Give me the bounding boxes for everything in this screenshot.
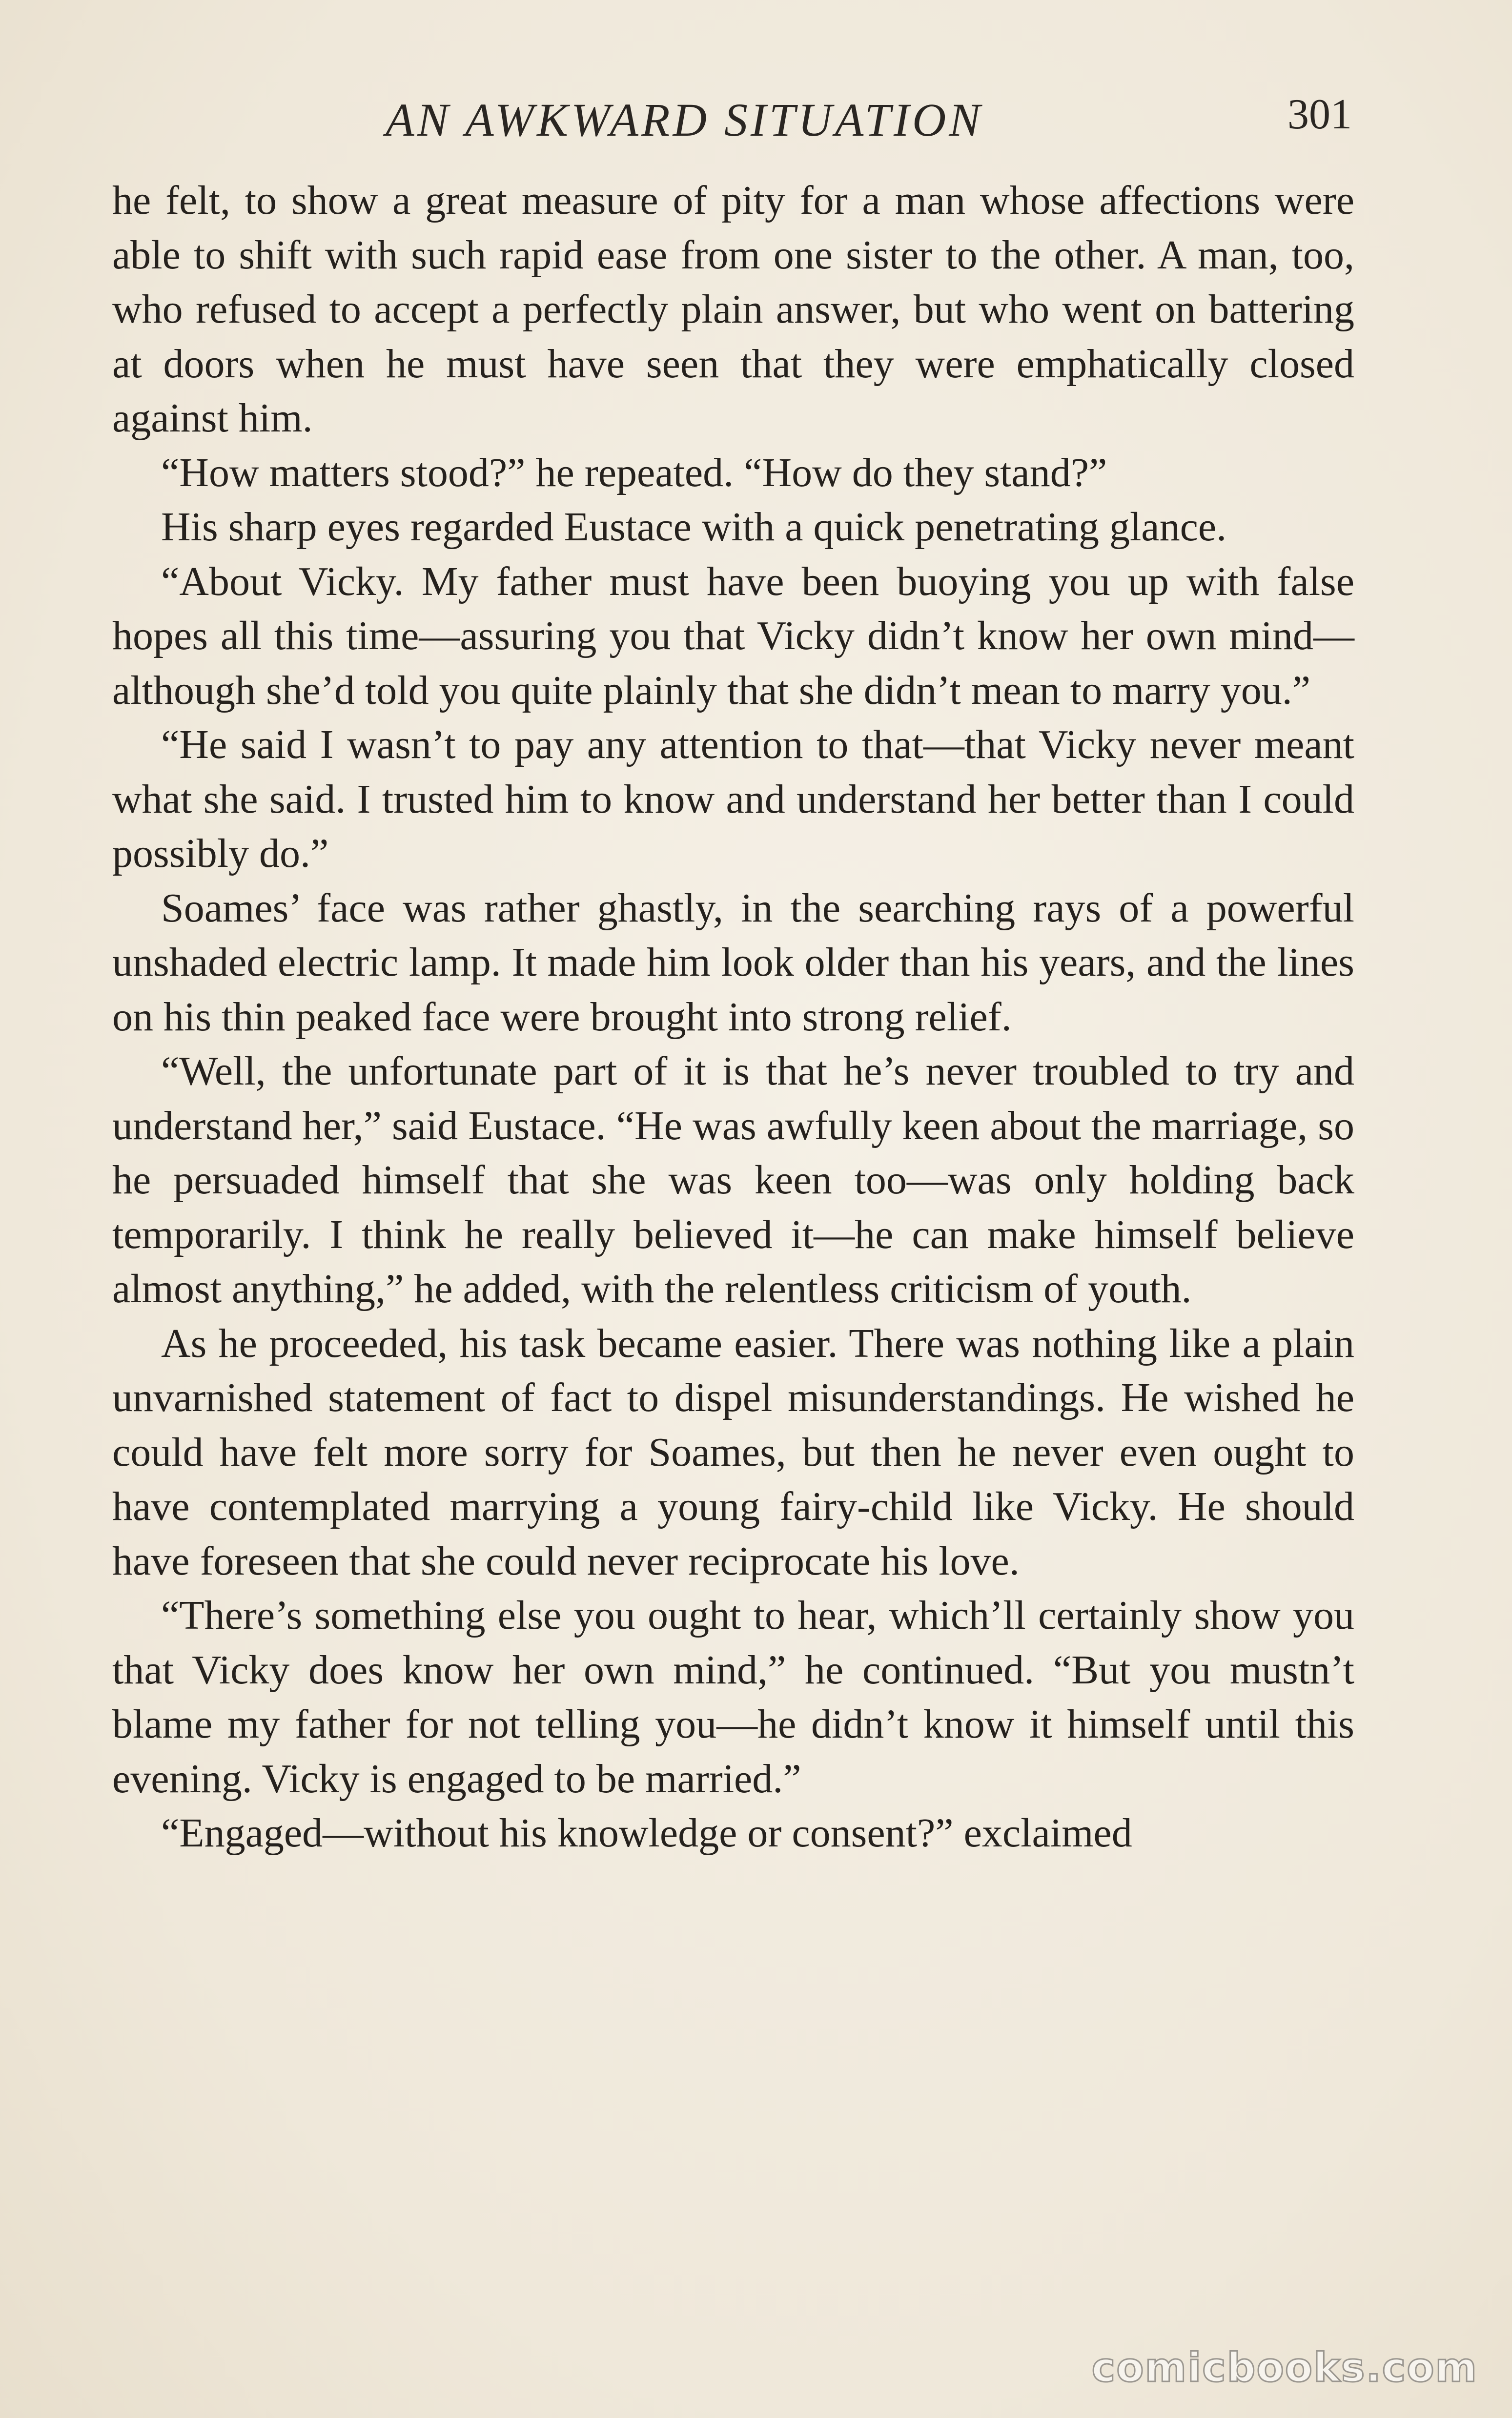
paragraph: “How matters stood?” he repeated. “How do they stand?” xyxy=(161,450,1107,495)
paragraph: “Well, the unfortunate part of it is that he’s never troubled to try and understand her,” said Eustace. “He was awfully keen about the marriage, so he persuaded himself that she was keen too—was only holding back temporarily. I think he really believed it—he can make himself believe almost anything,” he added, with the relentless criticism of youth. xyxy=(112,1048,1354,1311)
running-head: AN AWKWARD SITUATION xyxy=(386,94,983,146)
paragraph: “About Vicky. My father must have been buoying you up with false hopes all this time—assuring you that Vicky didn’t know her own mind—although she’d told you quite plainly that she didn’t mean to marry you.” xyxy=(112,558,1354,713)
body-text xyxy=(112,173,1354,1861)
paragraph: “Engaged—without his knowledge or consent?” exclaimed xyxy=(161,1810,1132,1856)
paragraph: “He said I wasn’t to pay any attention to that—that Vicky never meant what she said. I trusted him to know and understand her better than I could possibly do.” xyxy=(112,722,1354,876)
paragraph: Soames’ face was rather ghastly, in the searching rays of a powerful unshaded electric lamp. It made him look older than his years, and the lines on his thin peaked face were brought into strong relief. xyxy=(112,885,1354,1040)
paragraph: His sharp eyes regarded Eustace with a quick penetrating glance. xyxy=(161,504,1227,550)
paragraph: As he proceeded, his task became easier. There was nothing like a plain unvarnished statement of fact to dispel misunderstandings. He wished he could have felt more sorry for Soames, but then he never even ought to have contemplated marrying a young fairy-child like Vicky. He should have foreseen that she could never reciprocate his love. xyxy=(112,1320,1354,1584)
page-header xyxy=(112,88,1352,156)
paragraph: “There’s something else you ought to hear, which’ll certainly show you that Vicky does know her own mind,” he continued. “But you mustn’t blame my father for not telling you—he didn’t know it himself until this evening. Vicky is engaged to be married.” xyxy=(112,1593,1354,1802)
page-number: 301 xyxy=(1287,91,1352,138)
watermark: comicbooks.com xyxy=(1091,2345,1478,2391)
paragraph-continued: he felt, to show a great measure of pity for a man whose affections were able to shift with such rapid ease from one sister to the other. A man, too, who refused to accept a perfectly plain answer, but who went on battering at doors when he must have seen that they were emphatically closed against him. xyxy=(112,178,1354,441)
